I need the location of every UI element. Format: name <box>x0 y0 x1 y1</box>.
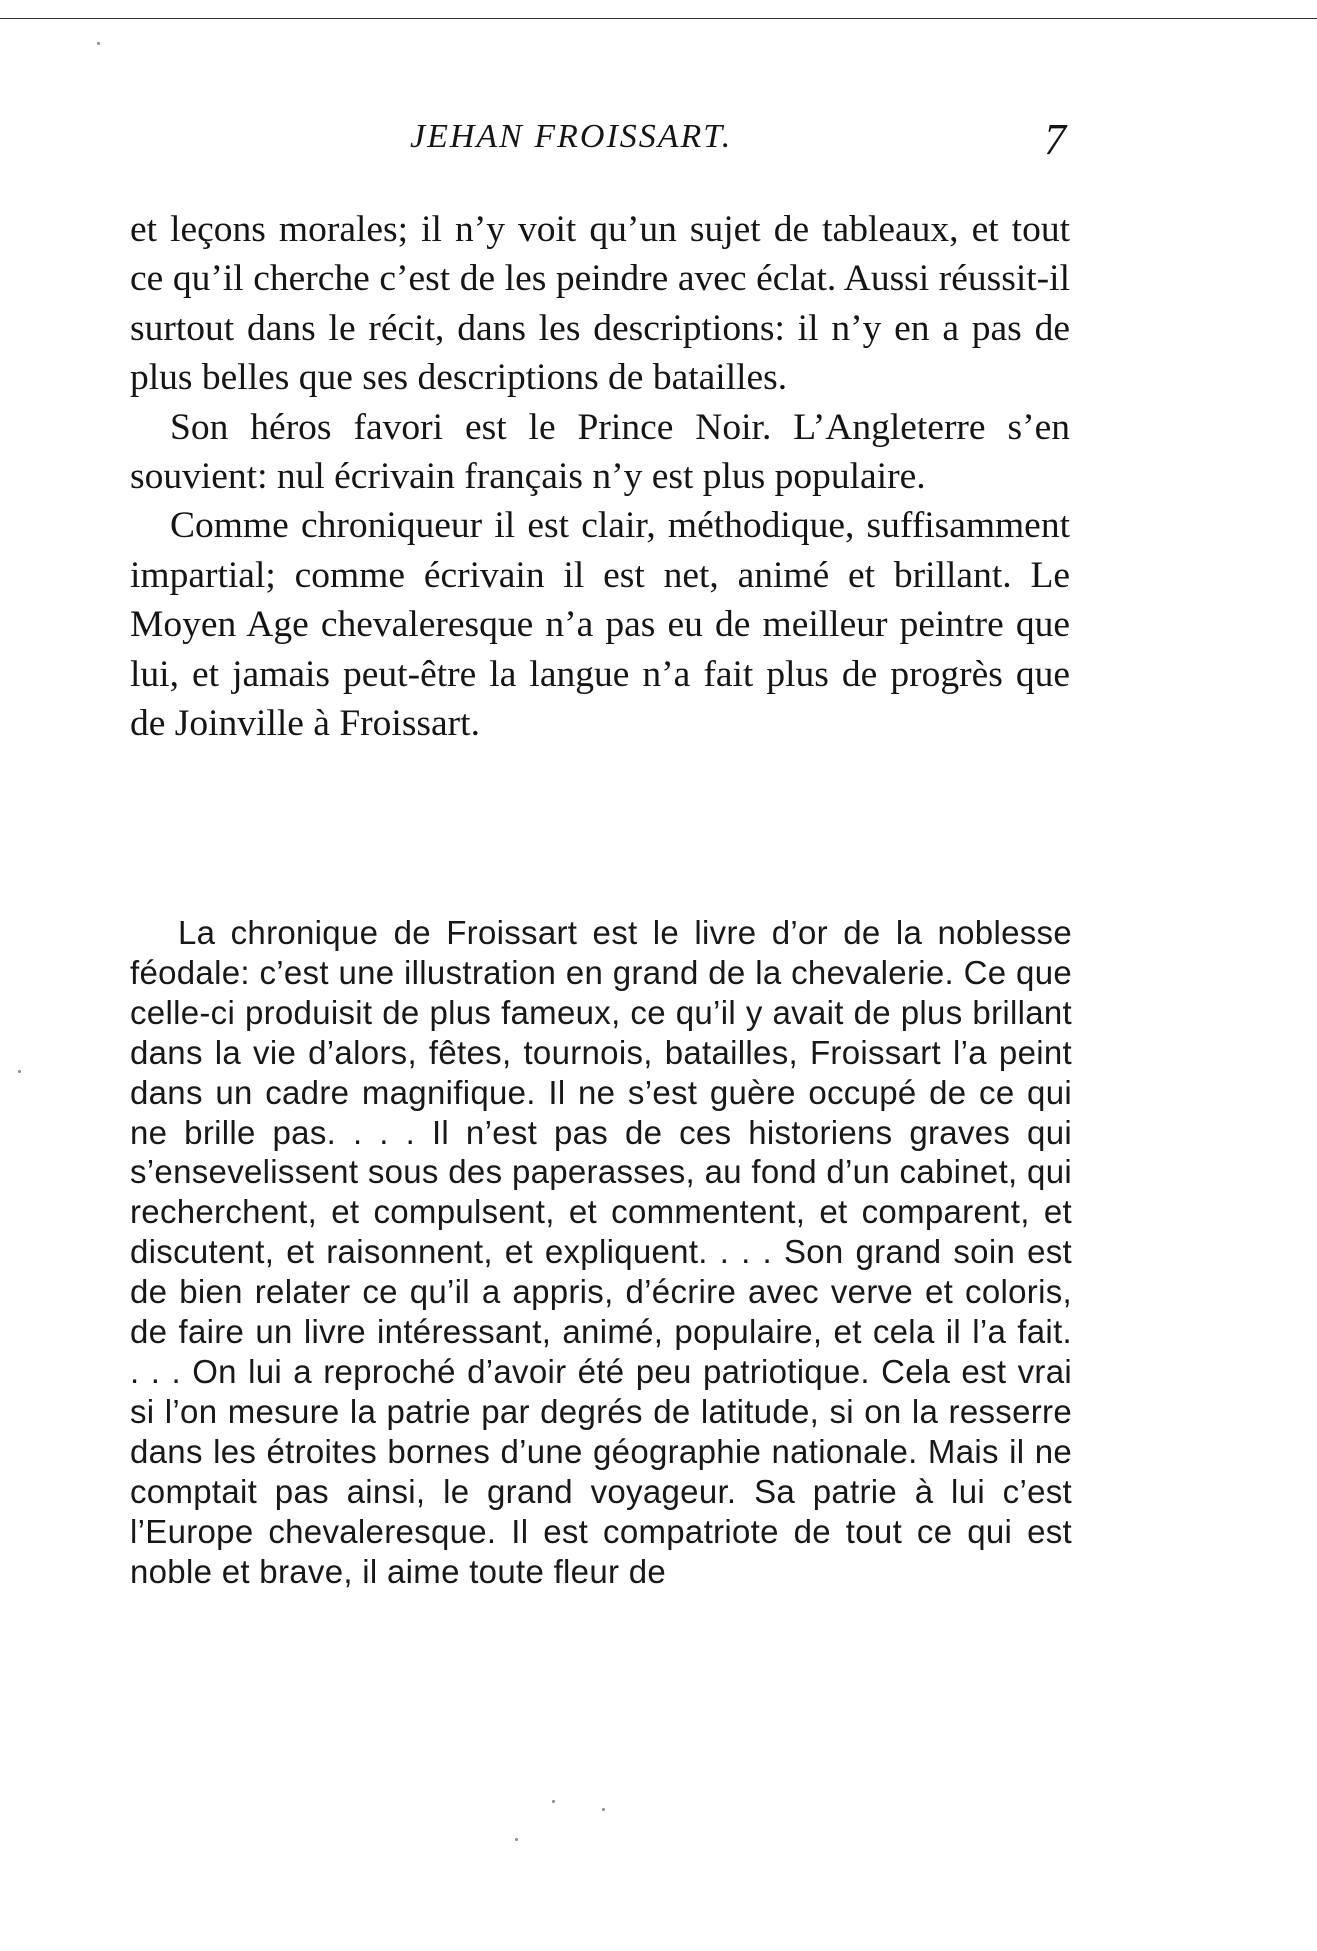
paragraph-continuation: et leçons morales; il n’y voit qu’un sujet de tableaux, et tout ce qu’il cherche c’est de les peindre avec éclat. Aussi réussit-il surtout dans le récit, dans les descriptions: il n’y en a pas de plus belles que ses descriptions de batailles. <box>130 209 1070 399</box>
page-number: 7 <box>1044 115 1066 164</box>
block-quotation <box>130 913 1072 1591</box>
page-header <box>0 115 1317 168</box>
print-speck <box>515 1838 518 1841</box>
paragraph-prince-noir: Son héros favori est le Prince Noir. L’Angleterre s’en souvient: nul écrivain français n’y est plus populaire. <box>130 406 1070 498</box>
main-text <box>130 205 1070 748</box>
top-edge-rule <box>0 18 1317 19</box>
print-speck <box>602 1808 605 1811</box>
print-speck <box>552 1800 555 1803</box>
print-speck <box>18 1070 21 1073</box>
print-speck <box>97 42 100 45</box>
paragraph-chroniqueur: Comme chroniqueur il est clair, méthodique, suffisamment impartial; comme écrivain il est net, animé et brillant. Le Moyen Age chevaleresque n’a pas eu de meilleur peintre que lui, et jamais peut-être la langue n’a fait plus de progrès que de Joinville à Froissart. <box>130 505 1070 745</box>
quotation-text: La chronique de Froissart est le livre d’or de la noblesse féodale: c’est une illustration en grand de la chevalerie. Ce que celle-ci produisit de plus fameux, ce qu’il y avait de plus brillant dans la vie d’alors, fêtes, tournois, batailles, Froissart l’a peint dans un cadre magnifique. Il ne s’est guère occupé de ce qui ne brille pas. . . . Il n’est pas de ces historiens graves qui s’ensevelissent sous des paperasses, au fond d’un cabinet, qui recherchent, et compulsent, et commentent, et comparent, et discutent, et raisonnent, et expliquent. . . . Son grand soin est de bien relater ce qu’il a appris, d’écrire avec verve et coloris, de faire un livre intéressant, animé, populaire, et cela il l’a fait. . . . On lui a reproché d’avoir été peu patriotique. Cela est vrai si l’on mesure la patrie par degrés de latitude, si on la resserre dans les étroites bornes d’une géographie nationale. Mais il ne comptait pas ainsi, le grand voyageur. Sa patrie à lui c’est l’Europe chevaleresque. Il est compatriote de tout ce qui est noble et brave, il aime toute fleur de <box>130 914 1072 1590</box>
running-title: JEHAN FROISSART. <box>410 118 733 155</box>
